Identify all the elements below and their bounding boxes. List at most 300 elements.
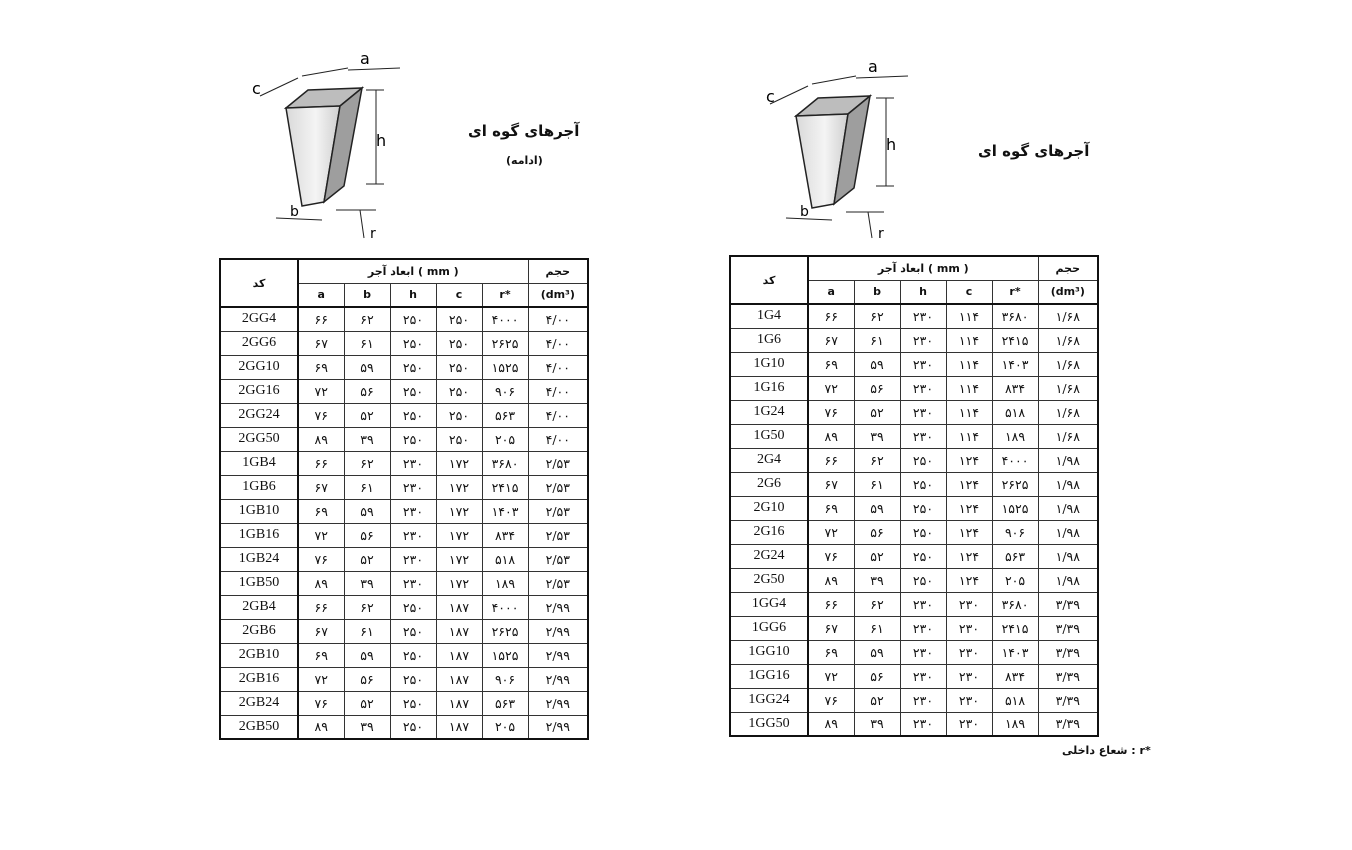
cell-dim: ۱۱۴ (946, 304, 992, 328)
cell-volume: ۳/۳۹ (1038, 664, 1098, 688)
cell-volume: ۲/۹۹ (528, 715, 588, 739)
cell-dim: ۲۶۲۵ (482, 619, 528, 643)
cell-dim: ۵۶ (344, 523, 390, 547)
table-row (730, 472, 1098, 496)
cell-dim: ۲۵۰ (436, 331, 482, 355)
cell-dim: ۲۳۰ (946, 688, 992, 712)
cell-code: 1G4 (730, 304, 808, 328)
cell-dim: ۷۶ (808, 400, 854, 424)
cell-dim: ۱۱۴ (946, 400, 992, 424)
cell-dim: ۶۱ (344, 331, 390, 355)
cell-dim: ۴۰۰۰ (992, 448, 1038, 472)
cell-dim: ۱۸۷ (436, 619, 482, 643)
cell-dim: ۷۲ (808, 520, 854, 544)
cell-dim: ۲۳۰ (900, 400, 946, 424)
table-row (220, 547, 588, 571)
cell-code: 2G6 (730, 472, 808, 496)
cell-dim: ۲۵۰ (390, 667, 436, 691)
cell-code: 1GG16 (730, 664, 808, 688)
cell-code: 2GB10 (220, 643, 298, 667)
cell-dim: ۲۶۲۵ (482, 331, 528, 355)
cell-dim: ۷۲ (298, 523, 344, 547)
cell-dim: ۱۱۴ (946, 376, 992, 400)
table-row (220, 475, 588, 499)
cell-code: 1GB24 (220, 547, 298, 571)
cell-volume: ۲/۹۹ (528, 619, 588, 643)
left-title: آجرهای گوه ای (468, 122, 580, 140)
cell-dim: ۸۹ (808, 568, 854, 592)
cell-dim: ۱۷۲ (436, 499, 482, 523)
cell-dim: ۷۲ (298, 379, 344, 403)
table-row (730, 664, 1098, 688)
diagram-label-c: c (252, 79, 261, 98)
cell-volume: ۳/۳۹ (1038, 640, 1098, 664)
table-row (220, 715, 588, 739)
cell-volume: ۱/۹۸ (1038, 472, 1098, 496)
cell-dim: ۱۸۹ (992, 712, 1038, 736)
cell-dim: ۱۸۷ (436, 691, 482, 715)
cell-volume: ۲/۹۹ (528, 595, 588, 619)
cell-volume: ۱/۹۸ (1038, 544, 1098, 568)
cell-dim: ۶۱ (344, 619, 390, 643)
cell-dim: ۶۶ (298, 451, 344, 475)
cell-volume: ۲/۵۳ (528, 523, 588, 547)
cell-dim: ۱۴۰۳ (992, 352, 1038, 376)
cell-dim: ۳۹ (854, 568, 900, 592)
cell-dim: ۶۲ (854, 304, 900, 328)
cell-dim: ۱۷۲ (436, 475, 482, 499)
cell-dim: ۵۲ (344, 691, 390, 715)
cell-dim: ۲۵۰ (436, 355, 482, 379)
cell-dim: ۹۰۶ (482, 667, 528, 691)
cell-dim: ۲۵۰ (436, 379, 482, 403)
cell-dim: ۲۳۰ (900, 352, 946, 376)
cell-dim: ۱۲۴ (946, 496, 992, 520)
cell-dim: ۲۳۰ (390, 571, 436, 595)
table-row (220, 499, 588, 523)
cell-volume: ۲/۹۹ (528, 667, 588, 691)
cell-volume: ۱/۶۸ (1038, 400, 1098, 424)
cell-dim: ۲۳۰ (900, 688, 946, 712)
header-c: c (436, 283, 482, 307)
cell-code: 1GG50 (730, 712, 808, 736)
table-row (730, 712, 1098, 736)
cell-dim: ۲۳۰ (900, 304, 946, 328)
cell-volume: ۲/۵۳ (528, 571, 588, 595)
cell-dim: ۲۳۰ (390, 499, 436, 523)
header-code: کد (220, 259, 298, 307)
cell-dim: ۳۹ (344, 571, 390, 595)
table-row (730, 400, 1098, 424)
table-row (730, 376, 1098, 400)
table-row (730, 304, 1098, 328)
header-h: h (390, 283, 436, 307)
cell-dim: ۱۵۲۵ (992, 496, 1038, 520)
cell-volume: ۲/۵۳ (528, 475, 588, 499)
cell-dim: ۵۹ (854, 496, 900, 520)
cell-code: 1GB16 (220, 523, 298, 547)
cell-volume: ۱/۹۸ (1038, 568, 1098, 592)
cell-dim: ۸۹ (298, 427, 344, 451)
cell-dim: ۲۵۰ (900, 496, 946, 520)
cell-dim: ۲۳۰ (900, 328, 946, 352)
cell-dim: ۲۴۱۵ (482, 475, 528, 499)
cell-dim: ۶۲ (344, 307, 390, 331)
cell-volume: ۲/۵۳ (528, 547, 588, 571)
cell-dim: ۸۹ (298, 571, 344, 595)
cell-dim: ۵۶ (854, 376, 900, 400)
cell-dim: ۱۸۷ (436, 643, 482, 667)
cell-dim: ۲۵۰ (390, 331, 436, 355)
cell-dim: ۳۹ (854, 712, 900, 736)
cell-dim: ۱۴۰۳ (992, 640, 1038, 664)
cell-dim: ۳۶۸۰ (482, 451, 528, 475)
cell-code: 1GG10 (730, 640, 808, 664)
cell-code: 2GB24 (220, 691, 298, 715)
cell-dim: ۲۵۰ (900, 448, 946, 472)
cell-dim: ۴۰۰۰ (482, 595, 528, 619)
cell-volume: ۱/۹۸ (1038, 496, 1098, 520)
cell-volume: ۱/۶۸ (1038, 352, 1098, 376)
cell-dim: ۲۴۱۵ (992, 616, 1038, 640)
cell-dim: ۶۱ (344, 475, 390, 499)
table-row (220, 427, 588, 451)
cell-dim: ۵۶ (854, 664, 900, 688)
cell-volume: ۱/۹۸ (1038, 520, 1098, 544)
cell-dim: ۲۵۰ (390, 403, 436, 427)
cell-code: 2GG16 (220, 379, 298, 403)
cell-dim: ۵۶ (854, 520, 900, 544)
cell-dim: ۷۶ (808, 688, 854, 712)
table-row (730, 496, 1098, 520)
header-a: a (808, 280, 854, 304)
header-r: r* (482, 283, 528, 307)
cell-code: 1GB6 (220, 475, 298, 499)
cell-dim: ۵۶ (344, 379, 390, 403)
cell-volume: ۴/۰۰ (528, 403, 588, 427)
cell-volume: ۴/۰۰ (528, 379, 588, 403)
cell-dim: ۵۱۸ (992, 688, 1038, 712)
header-h: h (900, 280, 946, 304)
cell-dim: ۶۱ (854, 328, 900, 352)
cell-code: 2GB6 (220, 619, 298, 643)
cell-dim: ۲۴۱۵ (992, 328, 1038, 352)
cell-dim: ۲۳۰ (390, 523, 436, 547)
table-row (730, 616, 1098, 640)
cell-dim: ۷۲ (808, 376, 854, 400)
table-row (730, 448, 1098, 472)
cell-dim: ۲۰۵ (482, 715, 528, 739)
header-r: r* (992, 280, 1038, 304)
table-row (730, 568, 1098, 592)
cell-dim: ۲۵۰ (390, 715, 436, 739)
table-row (730, 328, 1098, 352)
cell-volume: ۱/۶۸ (1038, 328, 1098, 352)
cell-dim: ۱۸۹ (482, 571, 528, 595)
table-row (730, 424, 1098, 448)
cell-dim: ۴۰۰۰ (482, 307, 528, 331)
cell-dim: ۲۵۰ (900, 520, 946, 544)
cell-volume: ۲/۵۳ (528, 451, 588, 475)
cell-dim: ۹۰۶ (482, 379, 528, 403)
cell-dim: ۸۹ (808, 424, 854, 448)
cell-code: 2GG24 (220, 403, 298, 427)
table-row (730, 544, 1098, 568)
cell-dim: ۲۳۰ (390, 475, 436, 499)
header-code: کد (730, 256, 808, 304)
cell-dim: ۶۷ (298, 619, 344, 643)
cell-dim: ۵۶۳ (992, 544, 1038, 568)
table-row (220, 379, 588, 403)
cell-dim: ۶۷ (808, 328, 854, 352)
table-row (730, 352, 1098, 376)
cell-dim: ۲۳۰ (946, 640, 992, 664)
cell-dim: ۲۳۰ (900, 640, 946, 664)
cell-dim: ۷۲ (298, 667, 344, 691)
table-row (220, 571, 588, 595)
cell-dim: ۶۹ (298, 355, 344, 379)
cell-dim: ۶۶ (808, 304, 854, 328)
cell-code: 2GB50 (220, 715, 298, 739)
table-row (730, 520, 1098, 544)
cell-code: 2GG6 (220, 331, 298, 355)
cell-volume: ۱/۶۸ (1038, 304, 1098, 328)
cell-code: 1G24 (730, 400, 808, 424)
cell-code: 1G50 (730, 424, 808, 448)
cell-dim: ۷۲ (808, 664, 854, 688)
cell-dim: ۵۱۸ (482, 547, 528, 571)
cell-dim: ۶۶ (298, 307, 344, 331)
table-row (220, 619, 588, 643)
header-volume-unit: (dm³) (528, 283, 588, 307)
cell-dim: ۶۶ (808, 592, 854, 616)
cell-dim: ۲۵۰ (390, 691, 436, 715)
cell-code: 2GG4 (220, 307, 298, 331)
cell-dim: ۲۳۰ (390, 547, 436, 571)
cell-dim: ۲۳۰ (900, 616, 946, 640)
cell-dim: ۲۳۰ (900, 424, 946, 448)
cell-dim: ۳۹ (854, 424, 900, 448)
cell-dim: ۱۱۴ (946, 328, 992, 352)
cell-volume: ۱/۶۸ (1038, 424, 1098, 448)
cell-dim: ۱۲۴ (946, 568, 992, 592)
cell-dim: ۲۳۰ (900, 376, 946, 400)
cell-dim: ۲۳۰ (946, 592, 992, 616)
cell-dim: ۶۷ (298, 475, 344, 499)
cell-volume: ۴/۰۰ (528, 331, 588, 355)
table-row (220, 331, 588, 355)
cell-dim: ۶۹ (298, 499, 344, 523)
header-volume-unit: (dm³) (1038, 280, 1098, 304)
cell-code: 2GB16 (220, 667, 298, 691)
table-row (730, 640, 1098, 664)
left-brick-table (219, 258, 589, 740)
cell-dim: ۵۲ (854, 544, 900, 568)
cell-dim: ۷۶ (298, 691, 344, 715)
cell-dim: ۲۵۰ (900, 472, 946, 496)
table-row (220, 691, 588, 715)
cell-code: 1GB4 (220, 451, 298, 475)
cell-dim: ۵۹ (344, 499, 390, 523)
cell-dim: ۵۲ (344, 403, 390, 427)
cell-dim: ۹۰۶ (992, 520, 1038, 544)
cell-dim: ۲۰۵ (992, 568, 1038, 592)
cell-dim: ۲۵۰ (436, 403, 482, 427)
diagram-label-r: r (370, 226, 376, 242)
cell-code: 2G50 (730, 568, 808, 592)
cell-dim: ۶۲ (854, 448, 900, 472)
cell-dim: ۶۷ (808, 472, 854, 496)
header-dims: ابعاد آجر ( mm ) (808, 256, 1038, 280)
cell-dim: ۱۷۲ (436, 523, 482, 547)
cell-dim: ۵۲ (344, 547, 390, 571)
footnote: *r : شعاع داخلی (1062, 744, 1151, 757)
diagram-label-r: r (878, 226, 884, 242)
cell-volume: ۱/۹۸ (1038, 448, 1098, 472)
table-row (220, 307, 588, 331)
cell-dim: ۲۵۰ (390, 595, 436, 619)
cell-dim: ۵۶ (344, 667, 390, 691)
cell-dim: ۳۹ (344, 715, 390, 739)
cell-dim: ۲۵۰ (390, 643, 436, 667)
cell-code: 1GG4 (730, 592, 808, 616)
cell-dim: ۱۸۷ (436, 667, 482, 691)
cell-code: 2GB4 (220, 595, 298, 619)
cell-code: 1G10 (730, 352, 808, 376)
cell-dim: ۳۹ (344, 427, 390, 451)
cell-dim: ۶۶ (808, 448, 854, 472)
cell-dim: ۱۸۹ (992, 424, 1038, 448)
cell-dim: ۶۲ (344, 451, 390, 475)
cell-dim: ۲۵۰ (390, 355, 436, 379)
cell-dim: ۱۸۷ (436, 715, 482, 739)
table-row (220, 667, 588, 691)
cell-volume: ۲/۵۳ (528, 499, 588, 523)
cell-dim: ۵۹ (854, 352, 900, 376)
cell-dim: ۲۵۰ (900, 568, 946, 592)
cell-dim: ۶۲ (344, 595, 390, 619)
right-brick-table (729, 255, 1099, 737)
cell-dim: ۶۷ (808, 616, 854, 640)
left-subtitle: (ادامه) (506, 154, 543, 167)
header-b: b (854, 280, 900, 304)
cell-code: 1G16 (730, 376, 808, 400)
cell-dim: ۵۹ (344, 355, 390, 379)
cell-dim: ۶۹ (808, 352, 854, 376)
cell-volume: ۳/۳۹ (1038, 688, 1098, 712)
cell-dim: ۱۸۷ (436, 595, 482, 619)
diagram-label-c: c (766, 87, 775, 106)
cell-volume: ۴/۰۰ (528, 427, 588, 451)
cell-dim: ۱۵۲۵ (482, 643, 528, 667)
cell-dim: ۶۹ (808, 496, 854, 520)
cell-dim: ۲۶۲۵ (992, 472, 1038, 496)
cell-code: 1GB50 (220, 571, 298, 595)
cell-dim: ۵۲ (854, 400, 900, 424)
cell-dim: ۶۶ (298, 595, 344, 619)
cell-dim: ۲۳۰ (390, 451, 436, 475)
cell-dim: ۸۳۴ (482, 523, 528, 547)
table-row (730, 688, 1098, 712)
cell-dim: ۱۲۴ (946, 472, 992, 496)
cell-dim: ۷۶ (298, 547, 344, 571)
cell-dim: ۶۹ (298, 643, 344, 667)
table-row (220, 643, 588, 667)
cell-dim: ۸۹ (808, 712, 854, 736)
cell-code: 2GG10 (220, 355, 298, 379)
cell-dim: ۶۱ (854, 616, 900, 640)
cell-dim: ۱۲۴ (946, 520, 992, 544)
cell-volume: ۴/۰۰ (528, 355, 588, 379)
cell-dim: ۷۶ (808, 544, 854, 568)
cell-dim: ۲۳۰ (900, 664, 946, 688)
cell-code: 2GG50 (220, 427, 298, 451)
header-volume: حجم (528, 259, 588, 283)
header-dims: ابعاد آجر ( mm ) (298, 259, 528, 283)
cell-dim: ۲۵۰ (436, 307, 482, 331)
right-title: آجرهای گوه ای (978, 142, 1090, 160)
cell-dim: ۵۶۳ (482, 691, 528, 715)
cell-code: 2G4 (730, 448, 808, 472)
cell-code: 2G24 (730, 544, 808, 568)
cell-dim: ۸۳۴ (992, 664, 1038, 688)
cell-dim: ۵۲ (854, 688, 900, 712)
cell-dim: ۶۷ (298, 331, 344, 355)
cell-code: 1GG24 (730, 688, 808, 712)
cell-dim: ۸۹ (298, 715, 344, 739)
diagram-label-b: b (800, 204, 809, 220)
cell-dim: ۵۱۸ (992, 400, 1038, 424)
cell-dim: ۲۵۰ (390, 427, 436, 451)
cell-dim: ۲۳۰ (946, 616, 992, 640)
cell-dim: ۲۵۰ (390, 307, 436, 331)
cell-dim: ۲۳۰ (946, 664, 992, 688)
cell-dim: ۲۰۵ (482, 427, 528, 451)
header-b: b (344, 283, 390, 307)
cell-dim: ۱۷۲ (436, 571, 482, 595)
cell-dim: ۵۶۳ (482, 403, 528, 427)
cell-dim: ۵۹ (344, 643, 390, 667)
cell-dim: ۶۱ (854, 472, 900, 496)
table-row (220, 451, 588, 475)
cell-volume: ۳/۳۹ (1038, 616, 1098, 640)
cell-dim: ۶۲ (854, 592, 900, 616)
cell-dim: ۱۷۲ (436, 547, 482, 571)
cell-dim: ۱۵۲۵ (482, 355, 528, 379)
cell-code: 2G16 (730, 520, 808, 544)
cell-code: 1GB10 (220, 499, 298, 523)
cell-dim: ۲۳۰ (900, 592, 946, 616)
cell-dim: ۲۵۰ (390, 619, 436, 643)
diagram-label-h: h (376, 131, 387, 150)
left-brick-diagram (240, 50, 410, 250)
cell-dim: ۳۶۸۰ (992, 592, 1038, 616)
cell-code: 1GG6 (730, 616, 808, 640)
diagram-label-a: a (868, 58, 878, 76)
cell-dim: ۱۲۴ (946, 544, 992, 568)
cell-dim: ۶۹ (808, 640, 854, 664)
header-volume: حجم (1038, 256, 1098, 280)
cell-dim: ۲۵۰ (436, 427, 482, 451)
cell-dim: ۱۴۰۳ (482, 499, 528, 523)
cell-volume: ۳/۳۹ (1038, 712, 1098, 736)
cell-dim: ۱۲۴ (946, 448, 992, 472)
cell-volume: ۱/۶۸ (1038, 376, 1098, 400)
cell-dim: ۸۳۴ (992, 376, 1038, 400)
table-row (730, 592, 1098, 616)
cell-dim: ۵۹ (854, 640, 900, 664)
cell-dim: ۱۱۴ (946, 352, 992, 376)
